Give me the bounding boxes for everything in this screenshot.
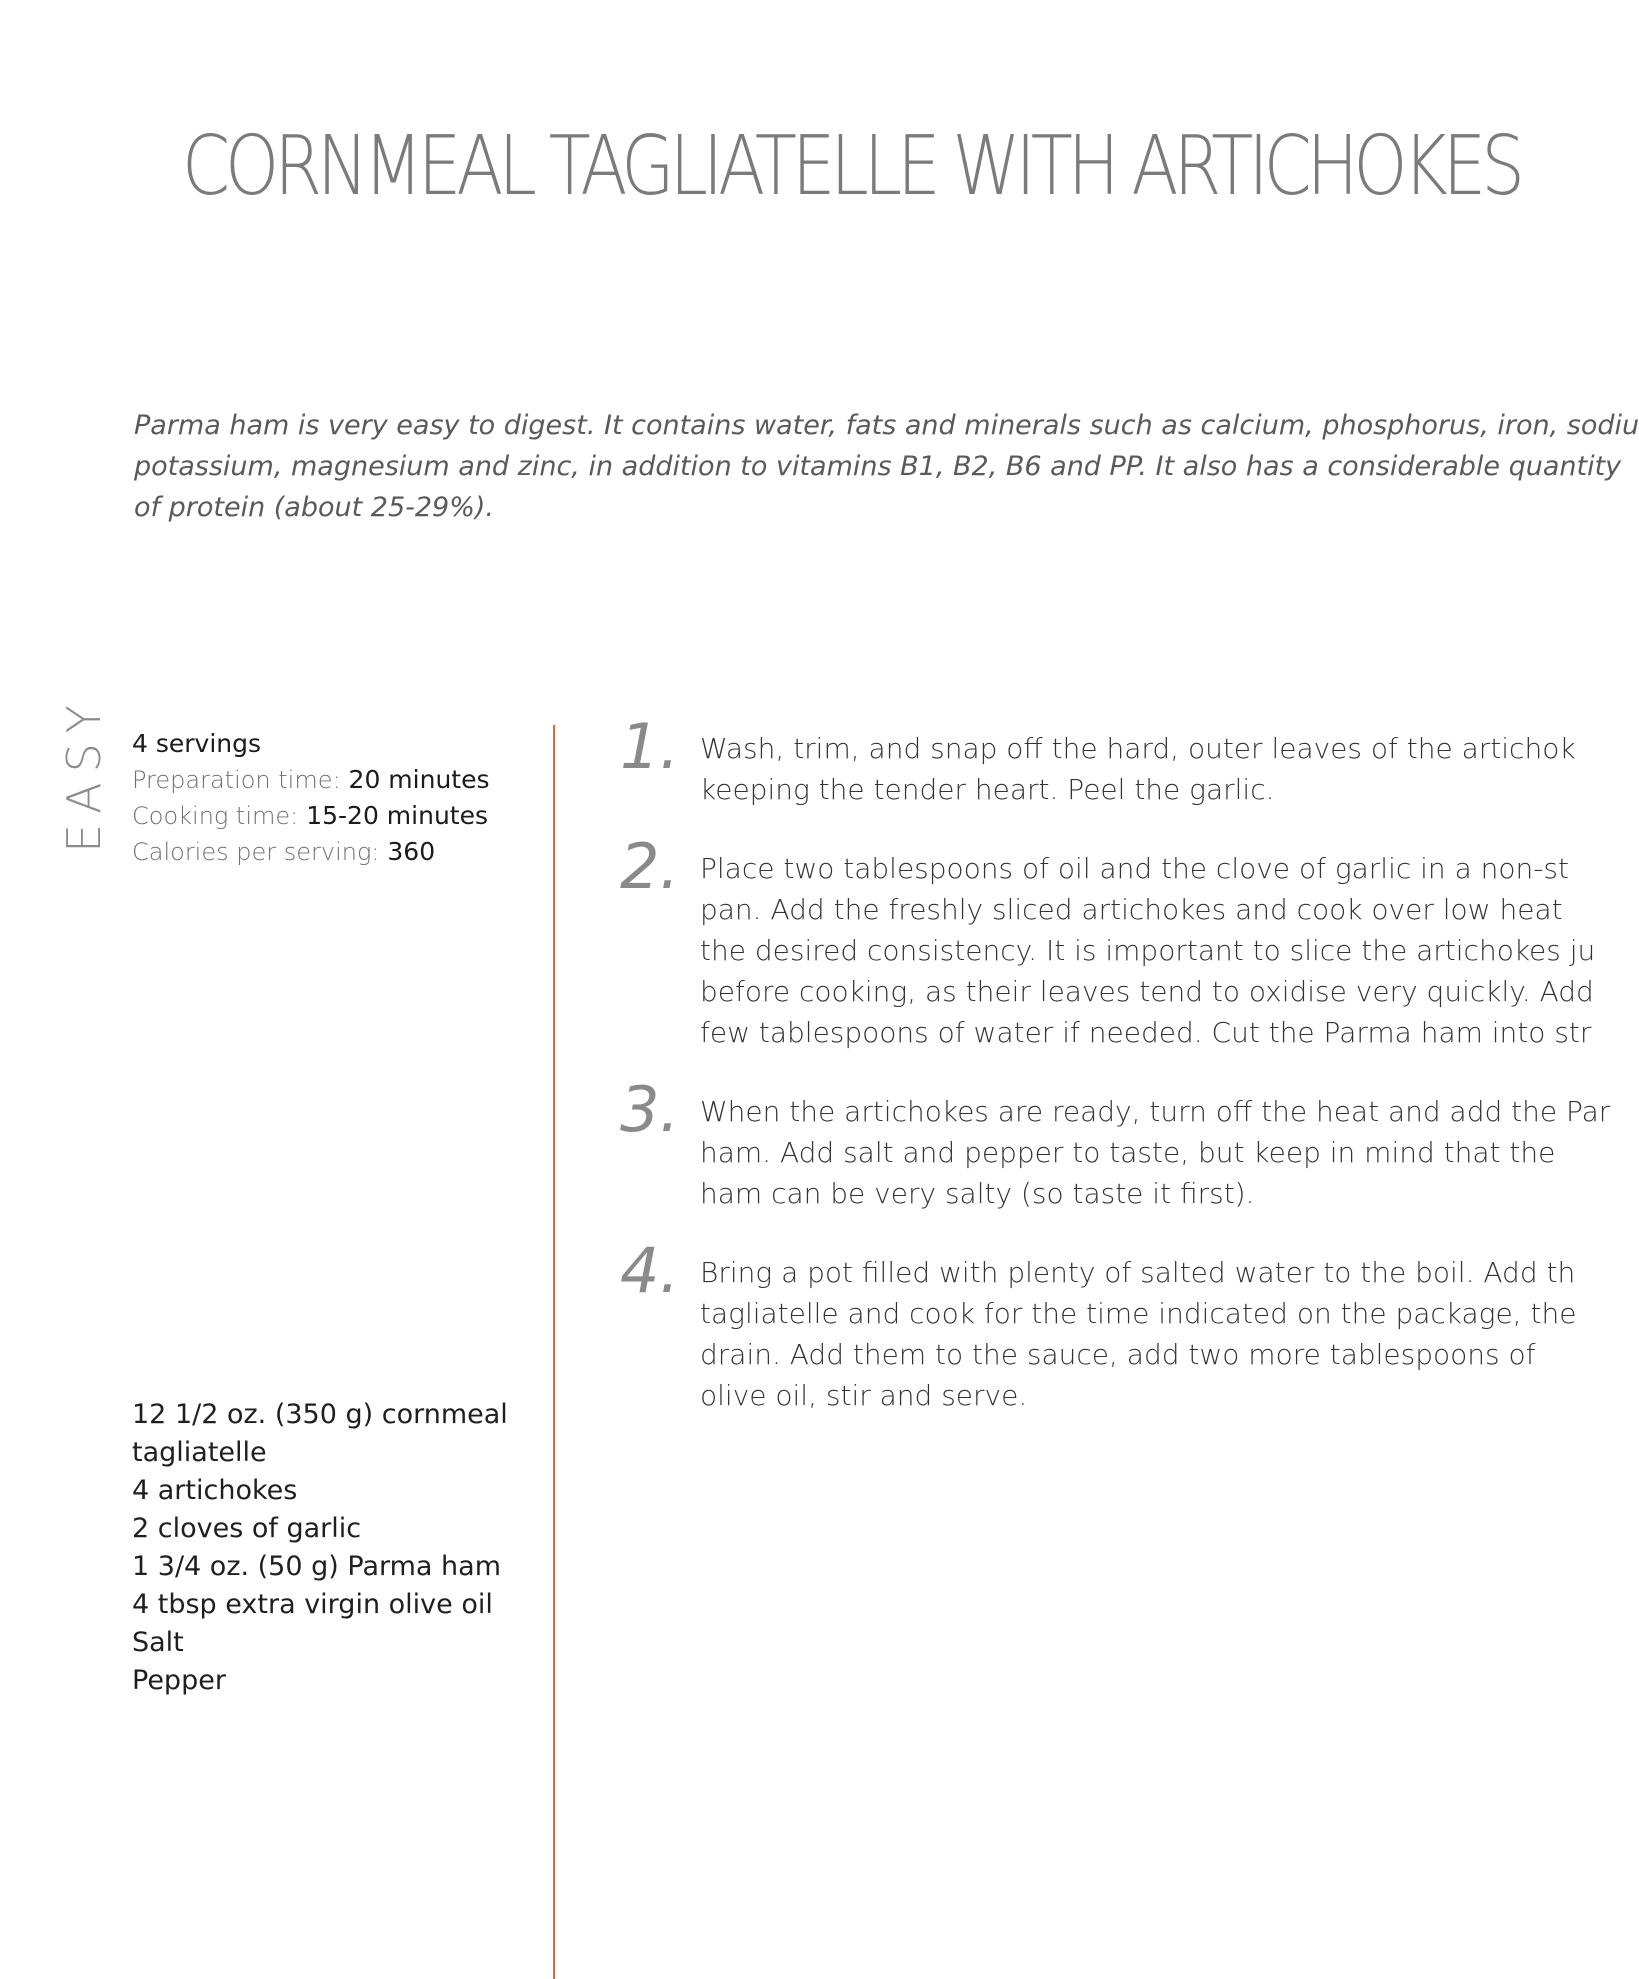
prep-time-label: Preparation time: <box>132 766 341 794</box>
step-line: pan. Add the freshly sliced artichokes and cook over low heat <box>700 893 1563 926</box>
step-number: 3. <box>620 1073 680 1146</box>
ingredient-line: 2 cloves of garlic <box>132 1513 362 1544</box>
step-line: olive oil, stir and serve. <box>700 1379 1028 1412</box>
prep-time <box>132 762 490 798</box>
step-2 <box>620 830 1596 1053</box>
ingredient-line: Salt <box>132 1627 184 1658</box>
step-1 <box>620 710 1576 810</box>
step-4 <box>620 1234 1577 1416</box>
prep-time-value: 20 minutes <box>348 765 490 794</box>
step-number: 4. <box>620 1234 680 1307</box>
cook-time-label: Cooking time: <box>132 802 299 830</box>
ingredient-line: 4 artichokes <box>132 1475 298 1506</box>
difficulty-label: EASY <box>57 695 111 853</box>
ingredient-line: Pepper <box>132 1665 226 1696</box>
step-text <box>700 1252 1577 1416</box>
step-line: ham can be very salty (so taste it first). <box>700 1177 1255 1210</box>
ingredient-line: 12 1/2 oz. (350 g) cornmeal <box>132 1399 508 1430</box>
step-line: Place two tablespoons of oil and the clove of garlic in a non-st <box>700 852 1569 885</box>
step-line: keeping the tender heart. Peel the garlic. <box>700 773 1275 806</box>
calories-value: 360 <box>387 837 436 866</box>
steps-list <box>620 710 1611 1454</box>
step-line: drain. Add them to the sauce, add two more tablespoons of <box>700 1338 1536 1371</box>
step-line: When the artichokes are ready, turn off the heat and add the Par <box>700 1095 1611 1128</box>
calories-label: Calories per serving: <box>132 838 380 866</box>
cook-time <box>132 798 490 834</box>
step-number: 2. <box>620 830 680 903</box>
step-text <box>700 848 1596 1053</box>
intro-paragraph <box>134 405 1639 528</box>
step-line: Bring a pot filled with plenty of salted water to the boil. Add th <box>700 1256 1576 1289</box>
step-line: ham. Add salt and pepper to taste, but keep in mind that the <box>700 1136 1556 1169</box>
step-line: Wash, trim, and snap off the hard, outer leaves of the artichok <box>700 732 1576 765</box>
step-text <box>700 728 1576 810</box>
cook-time-value: 15-20 minutes <box>306 801 488 830</box>
calories <box>132 834 490 870</box>
intro-line: of protein (about 25-29%). <box>134 492 495 523</box>
intro-line: potassium, magnesium and zinc, in addition to vitamins B1, B2, B6 and PP. It also has a considerable quantity <box>134 451 1622 482</box>
step-3 <box>620 1073 1611 1214</box>
step-text <box>700 1091 1611 1214</box>
column-divider <box>553 725 555 1979</box>
recipe-title: CORNMEAL TAGLIATELLE WITH ARTICHOKES <box>182 119 1520 214</box>
recipe-meta <box>132 726 490 870</box>
ingredient-line: 4 tbsp extra virgin olive oil <box>132 1589 493 1620</box>
ingredients-list <box>132 1396 508 1700</box>
step-number: 1. <box>620 710 680 783</box>
step-line: before cooking, as their leaves tend to oxidise very quickly. Add <box>700 975 1594 1008</box>
step-line: few tablespoons of water if needed. Cut the Parma ham into str <box>700 1016 1592 1049</box>
intro-line: Parma ham is very easy to digest. It contains water, fats and minerals such as calcium, phosphorus, iron, sodiu <box>134 410 1639 441</box>
servings: 4 servings <box>132 729 262 758</box>
ingredient-line: 1 3/4 oz. (50 g) Parma ham <box>132 1551 502 1582</box>
step-line: tagliatelle and cook for the time indicated on the package, the <box>700 1297 1577 1330</box>
ingredient-line: tagliatelle <box>132 1437 267 1468</box>
step-line: the desired consistency. It is important to slice the artichokes ju <box>700 934 1596 967</box>
